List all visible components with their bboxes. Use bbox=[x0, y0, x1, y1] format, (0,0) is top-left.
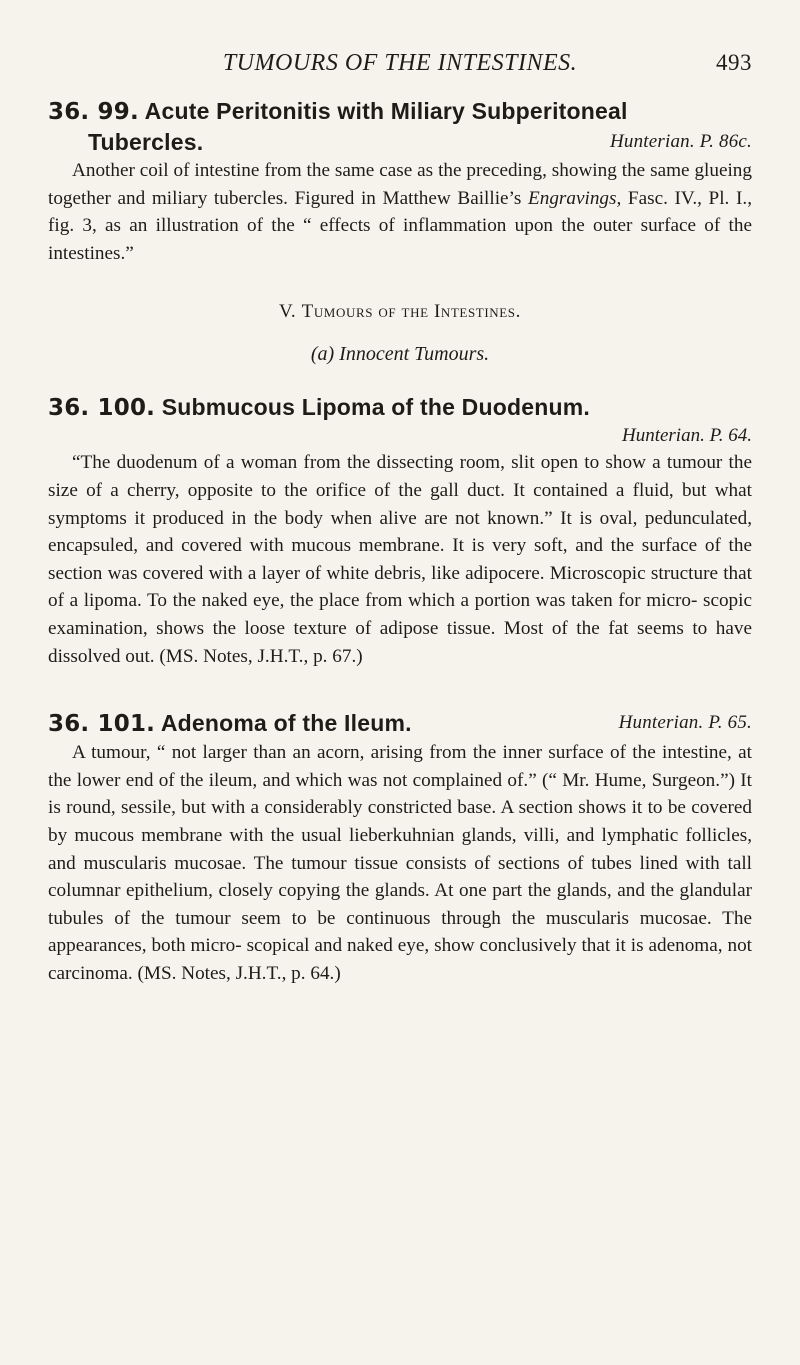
section-numeral: V. bbox=[279, 301, 297, 323]
page-number: 493 bbox=[716, 50, 752, 75]
entry-number: 36. 100. bbox=[48, 395, 156, 422]
entry-number: 36. 99. bbox=[48, 99, 139, 125]
entry-title-continued: Tubercles. bbox=[88, 129, 204, 155]
entry-title: Adenoma of the Ileum. bbox=[160, 710, 412, 737]
entry-36-100 bbox=[48, 392, 752, 670]
running-head bbox=[48, 50, 752, 90]
entry-heading bbox=[48, 96, 752, 127]
book-title: Engravings, bbox=[528, 187, 622, 209]
subsection-title: Innocent Tumours. bbox=[339, 343, 490, 366]
entry-description: “The duodenum of a woman from the dissecting room, slit open to show a tumour the size of a cherry, opposite to the orifice of the gall duct. It contained a fluid, but what symptoms it produced in the body when alive are not known.” It is oval, pedunculated, encapsuled, and covered with mucous membrane. It is very soft, and the surface of the section was covered with a layer of white debris, like adipocere. Microscopic structure that of a lipoma. To the naked eye, the place from which a portion was taken for micro- scopic examination, shows the loose texture of adipose tissue. Most of the fat seems to have dissolved out. (MS. Notes, J.H.T., p. 67.) bbox=[48, 452, 752, 667]
entry-number: 36. 101. bbox=[48, 711, 156, 738]
entry-description bbox=[48, 157, 752, 267]
entry-36-101 bbox=[48, 708, 752, 987]
entry-title: Acute Peritonitis with Miliary Subperitoneal bbox=[144, 98, 628, 124]
description-text: Another coil of intestine from the same case as the preceding, showing the same glueing together and miliary tubercles. Figured in Matthew Baillie’s bbox=[48, 160, 752, 209]
description-text-continued: Fasc. IV., Pl. I., fig. 3, as an illustration of the “ effects of inflammation upon the outer surface of the intestines.” bbox=[48, 187, 752, 264]
entry-title: Submucous Lipoma of the Duodenum. bbox=[161, 394, 590, 421]
entry-heading bbox=[48, 392, 752, 423]
entry-heading-continued bbox=[48, 127, 752, 157]
entry-description: A tumour, “ not larger than an acorn, arising from the inner surface of the intestine, at the lower end of the ileum, and which was not complained of.” (“ Mr. Hume, Surgeon.”) It is round, sessile, but with a considerably constricted base. A section shows it to be covered by mucous membrane with the usual lieberkuhnian glands, villi, and lymphatic follicles, and muscularis mucosae. The tumour tissue consists of sections of tubes lined with tall columnar epithelium, closely copying the glands. At one part the glands, and the glandular tubules of the tumour seem to be continuous through the muscularis mucosae. The appearances, both micro- scopical and naked eye, show conclusively that it is adenoma, not carcinoma. (MS. Notes, J.H.T., p. 64.) bbox=[48, 742, 752, 984]
catalogue-reference: Hunterian. P. 65. bbox=[618, 712, 752, 734]
section-title: Tumours of the Intestines. bbox=[301, 301, 521, 323]
entry-heading bbox=[48, 708, 752, 739]
entry-36-99 bbox=[48, 96, 752, 267]
catalogue-reference: Hunterian. P. 86c. bbox=[609, 131, 752, 152]
section-heading bbox=[48, 301, 752, 323]
subsection-label: (a) bbox=[310, 343, 335, 366]
catalogue-reference: Hunterian. P. 64. bbox=[621, 425, 752, 447]
subsection-heading bbox=[48, 343, 752, 366]
running-head-title: TUMOURS OF THE INTESTINES. bbox=[222, 50, 578, 76]
